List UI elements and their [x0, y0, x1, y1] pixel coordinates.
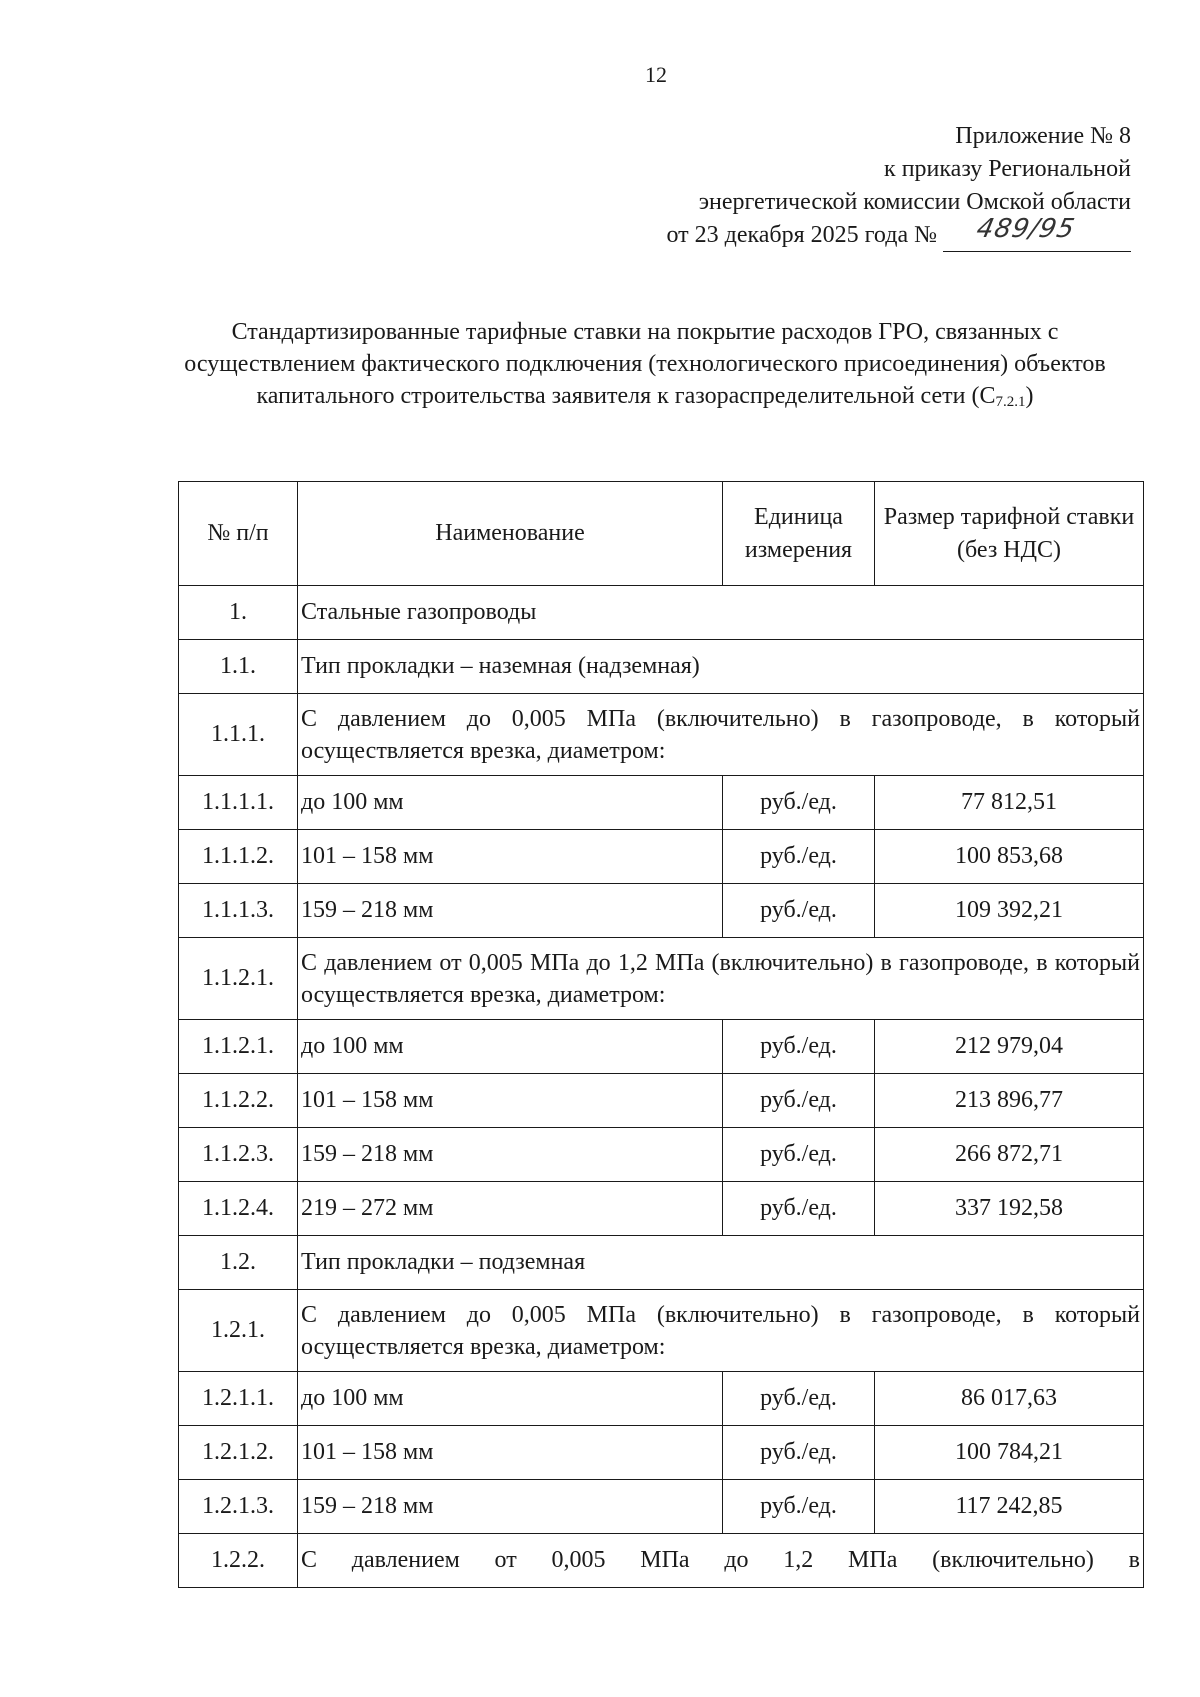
row-group-title: С давлением от 0,005 МПа до 1,2 МПа (включительно) в газопроводе, в который осуществляется врезка, диаметром: [298, 938, 1144, 1020]
row-number: 1.1.2.1. [179, 938, 298, 1020]
row-value: 266 872,71 [875, 1128, 1144, 1182]
row-number: 1.2.1.2. [179, 1426, 298, 1480]
table-row [179, 1074, 1144, 1128]
appendix-line-4 [666, 214, 1131, 252]
row-number: 1.1.1.2. [179, 830, 298, 884]
row-name: до 100 мм [298, 1020, 723, 1074]
table-row [179, 830, 1144, 884]
table-row [179, 1182, 1144, 1236]
header-name: Наименование [298, 482, 723, 586]
row-value: 77 812,51 [875, 776, 1144, 830]
row-unit: руб./ед. [723, 1020, 875, 1074]
row-name: 101 – 158 мм [298, 1074, 723, 1128]
row-unit: руб./ед. [723, 1480, 875, 1534]
order-number-field [943, 214, 1131, 252]
table-row [179, 1290, 1144, 1372]
appendix-line-1: Приложение № 8 [955, 123, 1131, 149]
row-value: 86 017,63 [875, 1372, 1144, 1426]
title-subscript: 7.2.1 [995, 394, 1026, 410]
row-section-title: Тип прокладки – подземная [298, 1236, 1144, 1290]
table-header-row [179, 482, 1144, 586]
row-section-title: Стальные газопроводы [298, 586, 1144, 640]
row-group-title: С давлением от 0,005 МПа до 1,2 МПа (включительно) в [298, 1534, 1144, 1588]
table-row [179, 1236, 1144, 1290]
row-number: 1.2.1.1. [179, 1372, 298, 1426]
page-number: 12 [645, 62, 667, 87]
row-number: 1.1.2.2. [179, 1074, 298, 1128]
table-row [179, 640, 1144, 694]
row-unit: руб./ед. [723, 1372, 875, 1426]
row-unit: руб./ед. [723, 1426, 875, 1480]
row-name: 101 – 158 мм [298, 1426, 723, 1480]
row-value: 100 784,21 [875, 1426, 1144, 1480]
row-value: 337 192,58 [875, 1182, 1144, 1236]
row-value: 213 896,77 [875, 1074, 1144, 1128]
row-value: 109 392,21 [875, 884, 1144, 938]
table-row [179, 776, 1144, 830]
row-name: до 100 мм [298, 776, 723, 830]
appendix-date-label: от 23 декабря 2025 года № [666, 222, 937, 248]
title-closing: ) [1025, 383, 1034, 409]
row-unit: руб./ед. [723, 1074, 875, 1128]
row-number: 1.2.1. [179, 1290, 298, 1372]
row-name: 159 – 218 мм [298, 1128, 723, 1182]
row-number: 1.1.2.3. [179, 1128, 298, 1182]
row-name: 219 – 272 мм [298, 1182, 723, 1236]
appendix-line-2: к приказу Региональной [884, 156, 1131, 182]
row-number: 1.2.2. [179, 1534, 298, 1588]
table-row [179, 1020, 1144, 1074]
table-row [179, 586, 1144, 640]
table-row [179, 1534, 1144, 1588]
row-number: 1.1.2.1. [179, 1020, 298, 1074]
row-value: 100 853,68 [875, 830, 1144, 884]
order-number-handwritten: 489/95 [973, 214, 1078, 244]
row-number: 1.1.1. [179, 694, 298, 776]
row-unit: руб./ед. [723, 830, 875, 884]
row-group-title: С давлением до 0,005 МПа (включительно) в газопроводе, в который осуществляется врезка, диаметром: [298, 1290, 1144, 1372]
row-number: 1.2. [179, 1236, 298, 1290]
document-title [160, 316, 1130, 418]
row-number: 1.1.1.1. [179, 776, 298, 830]
row-value: 117 242,85 [875, 1480, 1144, 1534]
row-group-title: С давлением до 0,005 МПа (включительно) в газопроводе, в который осуществляется врезка, диаметром: [298, 694, 1144, 776]
row-number: 1.1.1.3. [179, 884, 298, 938]
header-num: № п/п [179, 482, 298, 586]
row-unit: руб./ед. [723, 776, 875, 830]
table-row [179, 1128, 1144, 1182]
row-section-title: Тип прокладки – наземная (надземная) [298, 640, 1144, 694]
table-row [179, 1426, 1144, 1480]
table-row [179, 694, 1144, 776]
row-number: 1.1.2.4. [179, 1182, 298, 1236]
header-value: Размер тарифной ставки (без НДС) [875, 482, 1144, 586]
row-name: до 100 мм [298, 1372, 723, 1426]
tariff-table [178, 481, 1144, 1588]
row-name: 159 – 218 мм [298, 884, 723, 938]
header-unit: Единица измерения [723, 482, 875, 586]
appendix-header [666, 120, 1131, 252]
table-row [179, 1372, 1144, 1426]
table-body [179, 586, 1144, 1588]
row-number: 1.2.1.3. [179, 1480, 298, 1534]
row-value: 212 979,04 [875, 1020, 1144, 1074]
row-name: 159 – 218 мм [298, 1480, 723, 1534]
table-row [179, 1480, 1144, 1534]
row-unit: руб./ед. [723, 1128, 875, 1182]
row-unit: руб./ед. [723, 884, 875, 938]
row-name: 101 – 158 мм [298, 830, 723, 884]
row-unit: руб./ед. [723, 1182, 875, 1236]
title-text: Стандартизированные тарифные ставки на покрытие расходов ГРО, связанных с осуществлением фактического подключения (технологического присоединения) объектов капитального строительства заявителя к газораспределительной сети (С [184, 319, 1106, 409]
row-number: 1. [179, 586, 298, 640]
table-row [179, 884, 1144, 938]
appendix-line-3: энергетической комиссии Омской области [698, 189, 1131, 215]
row-number: 1.1. [179, 640, 298, 694]
table-row [179, 938, 1144, 1020]
